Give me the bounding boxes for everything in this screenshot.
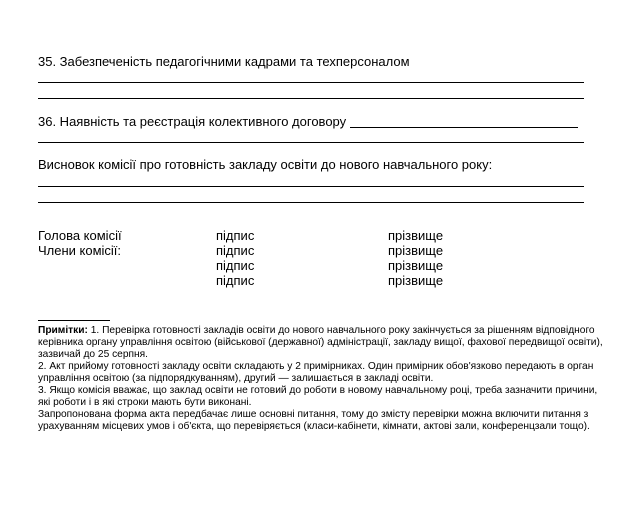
signature-field: підпис: [216, 273, 255, 288]
surname-field: прізвище: [388, 243, 444, 258]
notes-section: [38, 325, 606, 433]
note-2: 2. Акт прийому готовності закладу освіти складають у 2 примірниках. Один примірник обов'язково передають в орган управління освітою (за підпорядкуванням), другий — залишається в закладі освіти.: [38, 361, 594, 384]
signature-field: підпис: [216, 243, 255, 258]
surname-field: прізвище: [388, 273, 444, 288]
note-1-text: 1. Перевірка готовності закладів освіти до нового навчального року закінчується за рішенням відповідного керівника органу управління освітою (військової (державної) адміністрації, закладу вищої, фахової передвищої освіти), зазвичай до 25 серпня.: [38, 325, 603, 360]
answer-line: [38, 202, 584, 203]
chair-label: Голова комісії: [38, 228, 122, 243]
members-label: Члени комісії:: [38, 243, 122, 258]
answer-line: [38, 98, 584, 99]
signature-field: підпис: [216, 258, 255, 273]
answer-line: [38, 82, 584, 83]
footnote-separator: [38, 320, 110, 321]
answer-line: [38, 186, 584, 187]
answer-line: [350, 127, 578, 128]
answer-line: [38, 142, 584, 143]
surname-field: прізвище: [388, 258, 444, 273]
signature-field: підпис: [216, 228, 255, 243]
notes-label: Примітки:: [38, 325, 88, 336]
note-1: [38, 325, 606, 361]
note-4: Запропонована форма акта передбачає лише основні питання, тому до змісту перевірки можна включити питання з урахуванням місцевих умов і об'єкта, що перевіряється (класи-кабінети, кімнати, актові зали, конференцзали тощо).: [38, 409, 590, 432]
conclusion-text: Висновок комісії про готовність закладу освіти до нового навчального року:: [38, 157, 493, 172]
item-36-text: 36. Наявність та реєстрація колективного договору: [38, 114, 347, 129]
note-3: 3. Якщо комісія вважає, що заклад освіти не готовий до роботи в новому навчальному році, треба зазначити причини, які роботи і в які строки мають бути виконані.: [38, 385, 598, 408]
surname-field: прізвище: [388, 228, 444, 243]
item-35-text: 35. Забезпеченість педагогічними кадрами та техперсоналом: [38, 54, 410, 69]
